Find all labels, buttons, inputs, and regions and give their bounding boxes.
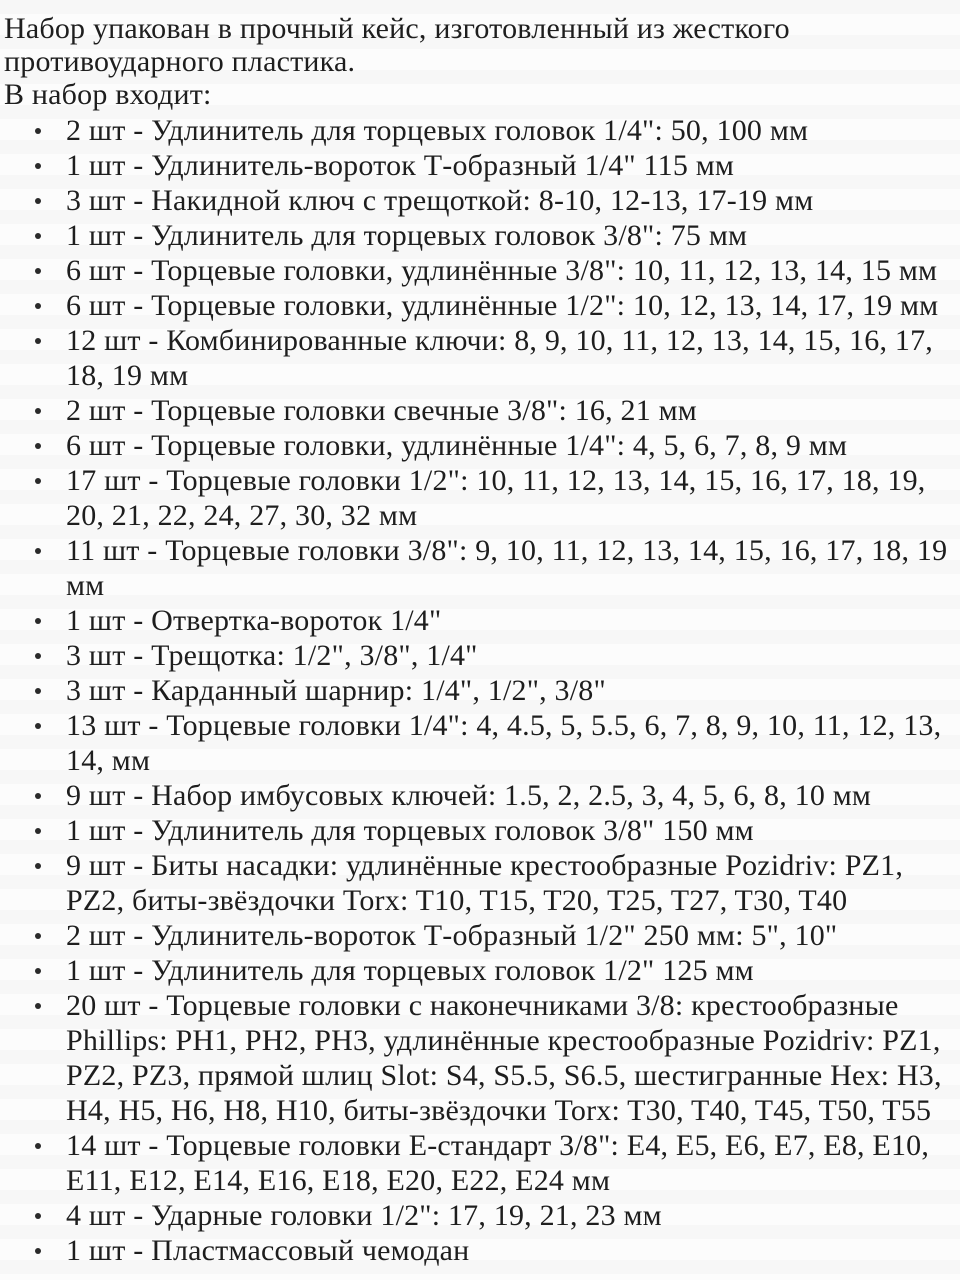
- list-item-text: 1 шт - Удлинитель для торцевых головок 1/2" 125 мм: [66, 954, 754, 987]
- list-item: [4, 183, 950, 218]
- list-item-text: 6 шт - Торцевые головки, удлинённые 1/2": 10, 12, 13, 14, 17, 19 мм: [66, 289, 939, 322]
- list-item: [4, 603, 950, 638]
- list-item: [4, 463, 950, 533]
- bullet-icon: [35, 1003, 41, 1009]
- bullet-icon: [35, 653, 41, 659]
- list-item-text: 2 шт - Торцевые головки свечные 3/8": 16, 21 мм: [66, 394, 697, 427]
- list-item-text: 1 шт - Отвертка-вороток 1/4": [66, 604, 442, 637]
- bullet-icon: [35, 408, 41, 414]
- list-item: [4, 988, 950, 1128]
- bullet-icon: [35, 933, 41, 939]
- intro-block: [4, 12, 950, 111]
- list-item-text: 1 шт - Удлинитель для торцевых головок 3/8": 75 мм: [66, 219, 748, 252]
- list-item: [4, 778, 950, 813]
- list-item-text: 1 шт - Удлинитель для торцевых головок 3/8" 150 мм: [66, 814, 754, 847]
- list-item: [4, 953, 950, 988]
- bullet-icon: [35, 1143, 41, 1149]
- contents-list: [4, 113, 950, 1268]
- list-item-text: 14 шт - Торцевые головки Е-стандарт 3/8": E4, E5, E6, E7, E8, E10, E11, E12, E14, E16, E18, E20, E22, E24 мм: [66, 1129, 930, 1197]
- bullet-icon: [35, 618, 41, 624]
- bullet-icon: [35, 723, 41, 729]
- bullet-icon: [35, 968, 41, 974]
- bullet-icon: [35, 1213, 41, 1219]
- bullet-icon: [35, 688, 41, 694]
- list-item: [4, 218, 950, 253]
- list-item: [4, 1128, 950, 1198]
- bullet-icon: [35, 443, 41, 449]
- bullet-icon: [35, 198, 41, 204]
- bullet-icon: [35, 338, 41, 344]
- bullet-icon: [35, 828, 41, 834]
- list-item: [4, 918, 950, 953]
- lead-in-line: В набор входит:: [4, 78, 212, 111]
- list-item-text: 3 шт - Трещотка: 1/2", 3/8", 1/4": [66, 639, 478, 672]
- list-item-text: 1 шт - Пластмассовый чемодан: [66, 1234, 470, 1267]
- bullet-icon: [35, 128, 41, 134]
- bullet-icon: [35, 163, 41, 169]
- list-item: [4, 148, 950, 183]
- bullet-icon: [35, 793, 41, 799]
- list-item-text: 12 шт - Комбинированные ключи: 8, 9, 10, 11, 12, 13, 14, 15, 16, 17, 18, 19 мм: [66, 324, 934, 392]
- bullet-icon: [35, 863, 41, 869]
- list-item-text: 2 шт - Удлинитель для торцевых головок 1/4": 50, 100 мм: [66, 114, 809, 147]
- bullet-icon: [35, 1248, 41, 1254]
- list-item-text: 11 шт - Торцевые головки 3/8": 9, 10, 11, 12, 13, 14, 15, 16, 17, 18, 19 мм: [66, 534, 948, 602]
- list-item: [4, 288, 950, 323]
- list-item: [4, 673, 950, 708]
- bullet-icon: [35, 303, 41, 309]
- list-item: [4, 323, 950, 393]
- list-item-text: 3 шт - Накидной ключ с трещоткой: 8-10, 12-13, 17-19 мм: [66, 184, 814, 217]
- bullet-icon: [35, 268, 41, 274]
- list-item: [4, 848, 950, 918]
- list-item-text: 9 шт - Набор имбусовых ключей: 1.5, 2, 2.5, 3, 4, 5, 6, 8, 10 мм: [66, 779, 872, 812]
- list-item-text: 6 шт - Торцевые головки, удлинённые 1/4": 4, 5, 6, 7, 8, 9 мм: [66, 429, 848, 462]
- list-item-text: 2 шт - Удлинитель-вороток Т-образный 1/2" 250 мм: 5", 10": [66, 919, 838, 952]
- intro-paragraph: Набор упакован в прочный кейс, изготовленный из жесткого противоударного пластика.: [4, 12, 790, 78]
- list-item: [4, 393, 950, 428]
- list-item-text: 17 шт - Торцевые головки 1/2": 10, 11, 12, 13, 14, 15, 16, 17, 18, 19, 20, 21, 22, 24, 27, 30, 32 мм: [66, 464, 926, 532]
- list-item: [4, 428, 950, 463]
- list-item: [4, 1233, 950, 1268]
- list-item-text: 6 шт - Торцевые головки, удлинённые 3/8": 10, 11, 12, 13, 14, 15 мм: [66, 254, 938, 287]
- list-item-text: 3 шт - Карданный шарнир: 1/4", 1/2", 3/8": [66, 674, 606, 707]
- bullet-icon: [35, 478, 41, 484]
- list-item-text: 1 шт - Удлинитель-вороток Т-образный 1/4" 115 мм: [66, 149, 735, 182]
- list-item-text: 9 шт - Биты насадки: удлинённые крестообразные Pozidriv: PZ1, PZ2, биты-звёздочки Torx: T10, T15, T20, T25, T27, T30, T40: [66, 849, 904, 917]
- bullet-icon: [35, 548, 41, 554]
- list-item: [4, 253, 950, 288]
- list-item: [4, 533, 950, 603]
- bullet-icon: [35, 233, 41, 239]
- list-item: [4, 113, 950, 148]
- list-item-text: 13 шт - Торцевые головки 1/4": 4, 4.5, 5, 5.5, 6, 7, 8, 9, 10, 11, 12, 13, 14, мм: [66, 709, 942, 777]
- list-item: [4, 638, 950, 673]
- list-item-text: 4 шт - Ударные головки 1/2": 17, 19, 21, 23 мм: [66, 1199, 662, 1232]
- list-item-text: 20 шт - Торцевые головки с наконечниками 3/8: крестообразные Phillips: PH1, PH2, PH3, удлинённые крестообразные Pozidriv: PZ1, PZ2, PZ3, прямой шлиц Slot: S4, S5.5, S6.5, шестигранные Hex: H3, H4, H5, H6, H8, H10, биты-звёздочки Torx: T30, T40, T45, T50, T55: [66, 989, 942, 1127]
- list-item: [4, 813, 950, 848]
- list-item: [4, 1198, 950, 1233]
- list-item: [4, 708, 950, 778]
